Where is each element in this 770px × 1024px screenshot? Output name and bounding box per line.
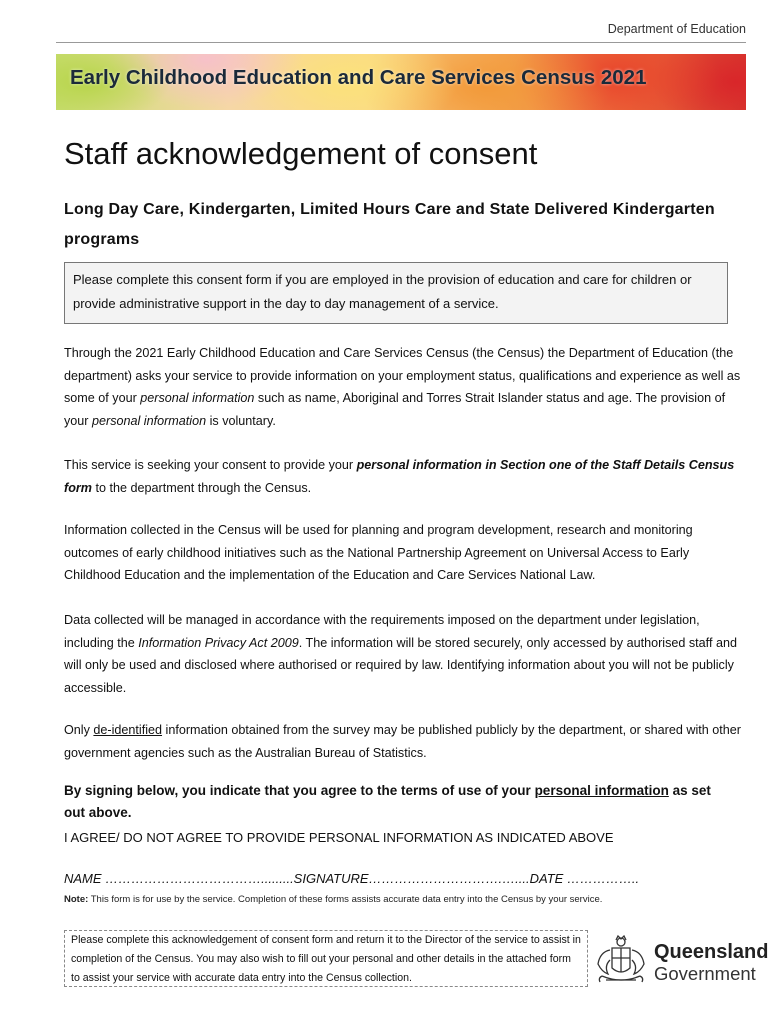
text-emphasis: personal information — [92, 413, 207, 428]
page-title: Staff acknowledgement of consent — [64, 136, 538, 171]
text: such as name, Aboriginal and Torres Strait Islander status and age. The provision of your — [64, 391, 726, 428]
text: to the department through the Census. — [92, 480, 312, 495]
header-divider — [56, 42, 746, 43]
text-underlined: personal information — [534, 783, 669, 798]
agreement-choice: I AGREE/ DO NOT AGREE TO PROVIDE PERSONAL INFORMATION AS INDICATED ABOVE — [64, 830, 614, 845]
banner-title: Early Childhood Education and Care Services Census 2021 — [70, 66, 647, 89]
logo-queensland-text: Queensland — [654, 941, 769, 963]
text: This service is seeking your consent to provide your — [64, 458, 357, 472]
paragraph-deidentified — [64, 719, 744, 764]
text-emphasis: personal information — [140, 391, 255, 406]
return-instructions-box: Please complete this acknowledgement of consent form and return it to the Director of the service to assist in completion of the Census. You may also wish to fill out your personal and other details in the attached form to assist your service with accurate data entry into the Census collection. — [64, 930, 588, 987]
instruction-box: Please complete this consent form if you are employed in the provision of education and care for children or provide administrative support in the day to day management of a service. — [64, 262, 728, 324]
paragraph-consent-request — [64, 454, 744, 499]
text: is voluntary. — [206, 413, 276, 428]
paragraph-data-management — [64, 609, 744, 699]
form-note — [64, 894, 602, 905]
logo-government-text: Government — [654, 963, 756, 984]
text: as set out above. — [64, 783, 711, 820]
text-emphasis: Information Privacy Act 2009 — [138, 635, 299, 650]
census-banner — [56, 54, 746, 110]
text: . The information will be stored securely, only accessed by authorised staff and will only be used and disclosed where authorised or required by law. Identifying information about you will not be publicly accessible. — [64, 635, 737, 695]
text-underlined: de-identified — [93, 723, 163, 737]
queensland-crest-icon — [592, 932, 650, 988]
text: information obtained from the survey may be published publicly by the department, or shared with other government agencies such as the Australian Bureau of Statistics. — [64, 723, 741, 760]
page-subtitle: Long Day Care, Kindergarten, Limited Hours Care and State Delivered Kindergarten programs — [64, 201, 715, 248]
paragraph-information-use: Information collected in the Census will be used for planning and program development, research and monitoring outcomes of early childhood initiatives such as the National Partnership Agreement on Universal Access to Early Childhood Education and the implementation of the Education and Care Services National Law. — [64, 523, 693, 583]
queensland-government-logo — [592, 932, 769, 988]
department-label: Department of Education — [607, 22, 746, 36]
agreement-statement — [64, 780, 724, 824]
text: Only — [64, 723, 94, 737]
paragraph-census-intro — [64, 342, 744, 432]
text: By signing below, you indicate that you agree to the terms of use of your — [64, 783, 535, 798]
note-text: This form is for use by the service. Completion of these forms assists accurate data entry into the Census by your service. — [88, 894, 603, 905]
text: Data collected will be managed in accordance with the requirements imposed on the department under legislation, including the — [64, 613, 700, 650]
text: Through the 2021 Early Childhood Education and Care Services Census (the Census) the Department of Education (the department) asks your service to provide information on your employment status, qualifications and experience as well as some of your — [64, 346, 741, 406]
note-label: Note: — [64, 894, 89, 905]
text-emphasis: personal information in Section one of the Staff Details Census form — [64, 458, 735, 495]
signature-fields[interactable]: NAME ……………………………….........SIGNATURE………………………….…....DATE …………….. — [64, 871, 640, 886]
